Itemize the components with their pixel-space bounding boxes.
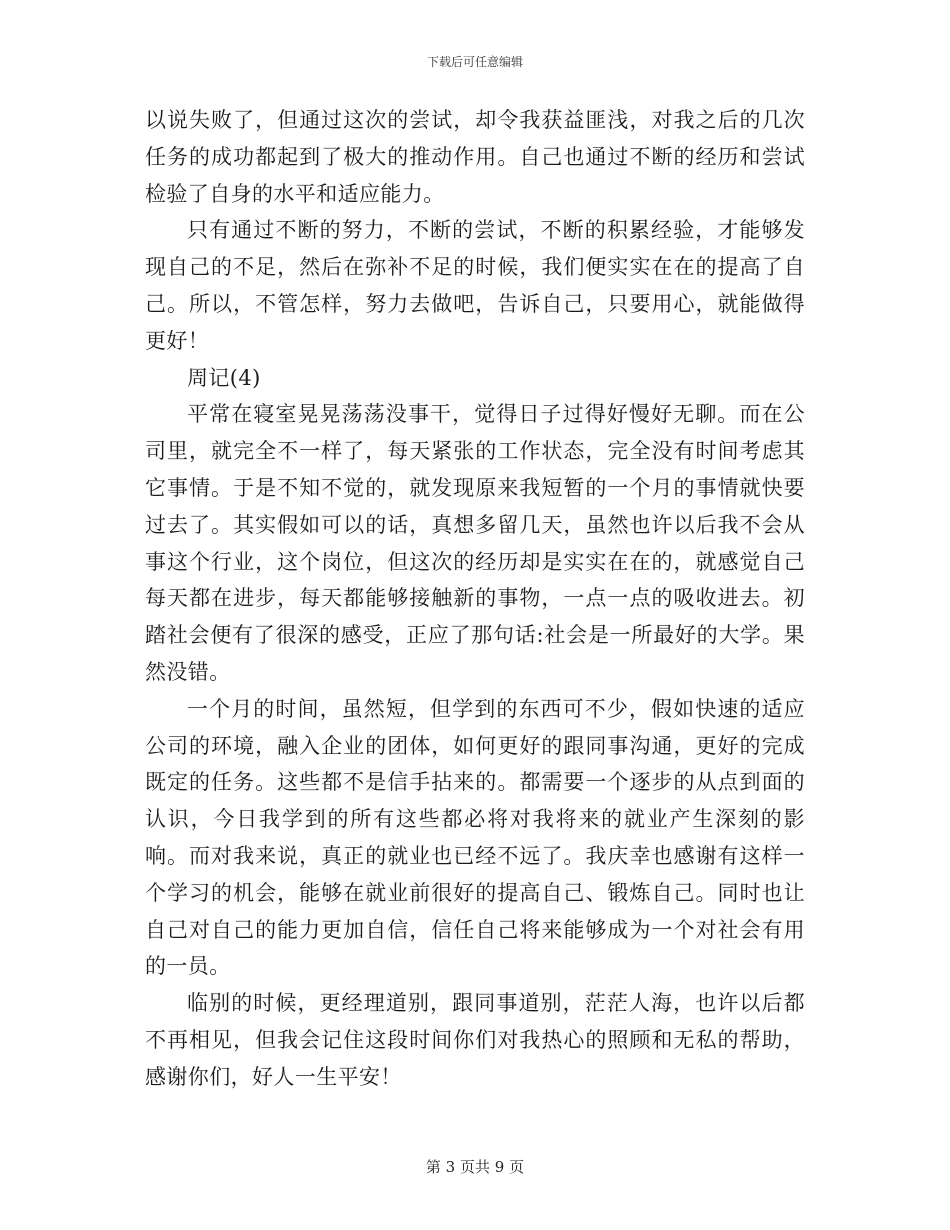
paragraph: 临别的时候，更经理道别，跟同事道别，茫茫人海，也许以后都不再相见，但我会记住这段时间你们对我热心的照顾和无私的帮助，感谢你们，好人一生平安！ [145, 991, 805, 1089]
page-footer: 第 3 页共 9 页 [425, 1158, 525, 1176]
page-header: 下载后可任意编辑 [426, 55, 523, 69]
paragraph: 以说失败了，但通过这次的尝试，却令我获益匪浅，对我之后的几次任务的成功都起到了极大的推动作用。自己也通过不断的经历和尝试检验了自身的水平和适应能力。 [145, 108, 805, 206]
paragraph: 平常在寝室晃晃荡荡没事干，觉得日子过得好慢好无聊。而在公司里，就完全不一样了，每天紧张的工作状态，完全没有时间考虑其它事情。于是不知不觉的，就发现原来我短暂的一个月的事情就快要过去了。其实假如可以的话，真想多留几天，虽然也许以后我不会从事这个行业，这个岗位，但这次的经历却是实实在在的，就感觉自己每天都在进步，每天都能够接触新的事物，一点一点的吸收进去。初踏社会便有了很深的感受，正应了那句话:社会是一所最好的大学。果然没错。 [145, 402, 805, 684]
paragraph: 只有通过不断的努力，不断的尝试，不断的积累经验，才能够发现自己的不足，然后在弥补不足的时候，我们便实实在在的提高了自己。所以，不管怎样，努力去做吧，告诉自己，只要用心，就能做得更好！ [145, 218, 805, 353]
paragraph: 一个月的时间，虽然短，但学到的东西可不少，假如快速的适应公司的环境，融入企业的团体，如何更好的跟同事沟通，更好的完成既定的任务。这些都不是信手拈来的。都需要一个逐步的从点到面的认识，今日我学到的所有这些都必将对我将来的就业产生深刻的影响。而对我来说，真正的就业也已经不远了。我庆幸也感谢有这样一个学习的机会，能够在就业前很好的提高自己、锻炼自己。同时也让自己对自己的能力更加自信，信任自己将来能够成为一个对社会有用的一员。 [145, 696, 805, 979]
section-heading: 周记(4) [187, 365, 261, 390]
document-body [145, 102, 805, 1096]
